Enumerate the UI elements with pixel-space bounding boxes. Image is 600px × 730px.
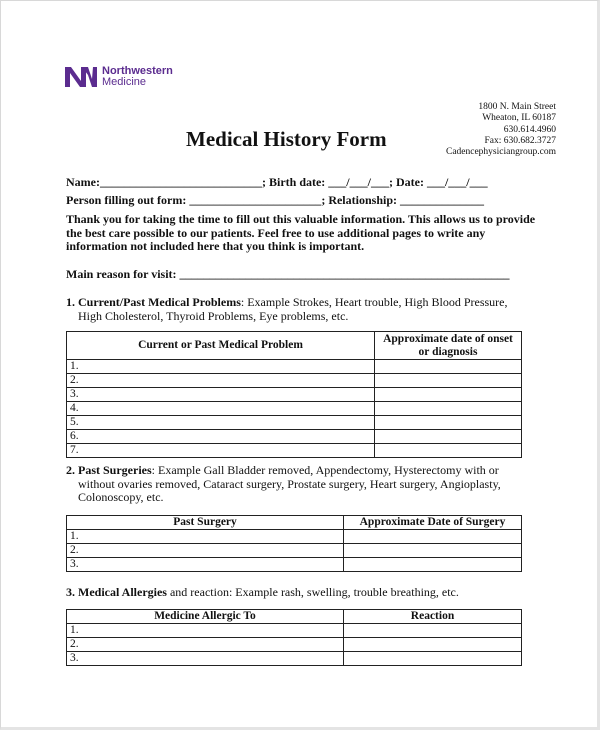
address-fax: Fax: 630.682.3727	[484, 135, 556, 146]
date-cell[interactable]	[344, 558, 522, 572]
medicine-cell[interactable]: 1.	[67, 624, 344, 638]
problem-cell[interactable]: 3.	[67, 388, 375, 402]
page-title: Medical History Form	[186, 127, 387, 151]
medical-problems-table	[66, 331, 522, 458]
medicine-cell[interactable]: 3.	[67, 652, 344, 666]
date-cell[interactable]	[375, 388, 522, 402]
problem-cell[interactable]: 1.	[67, 360, 375, 374]
northwestern-medicine-logo	[64, 66, 173, 88]
section-text: : Example Gall Bladder removed, Appendectomy, Hysterectomy with or	[151, 463, 499, 477]
reaction-cell[interactable]	[344, 624, 522, 638]
table-row	[67, 544, 522, 558]
table-row	[67, 638, 522, 652]
date-cell[interactable]	[375, 360, 522, 374]
name-birthdate-line[interactable]: Name:___________________________; Birth date: ___/___/___; Date: ___/___/___	[66, 175, 488, 189]
table-row	[67, 444, 522, 458]
surgery-cell[interactable]: 1.	[67, 530, 344, 544]
date-cell[interactable]	[344, 530, 522, 544]
column-header: Reaction	[344, 610, 522, 624]
column-header: Approximate date of onset or diagnosis	[375, 332, 522, 360]
nm-logo-icon	[64, 66, 98, 88]
section-text: : Example Strokes, Heart trouble, High Blood Pressure,	[240, 295, 508, 309]
section-heading: 1. Current/Past Medical Problems	[66, 295, 241, 309]
table-row	[67, 652, 522, 666]
section-text: and reaction: Example rash, swelling, trouble breathing, etc.	[166, 585, 459, 599]
section-medical-problems	[66, 296, 536, 323]
reaction-cell[interactable]	[344, 652, 522, 666]
main-reason-line[interactable]: Main reason for visit: _______________________________________________________	[66, 267, 510, 281]
past-surgeries-table	[66, 515, 522, 572]
allergies-table	[66, 609, 522, 666]
column-header: Approximate Date of Surgery	[344, 516, 522, 530]
column-header: Past Surgery	[67, 516, 344, 530]
table-row	[67, 530, 522, 544]
table-row	[67, 558, 522, 572]
logo-line2: Medicine	[102, 76, 147, 88]
section-text: Colonoscopy, etc.	[78, 490, 164, 504]
section-past-surgeries	[66, 464, 536, 505]
problem-cell[interactable]: 6.	[67, 430, 375, 444]
logo-line1: Northwestern	[102, 65, 173, 77]
date-cell[interactable]	[375, 444, 522, 458]
problem-cell[interactable]: 4.	[67, 402, 375, 416]
problem-cell[interactable]: 7.	[67, 444, 375, 458]
date-cell[interactable]	[375, 430, 522, 444]
date-cell[interactable]	[375, 374, 522, 388]
date-cell[interactable]	[375, 402, 522, 416]
address-website: Cadencephysiciangroup.com	[445, 147, 556, 158]
table-row	[67, 374, 522, 388]
reaction-cell[interactable]	[344, 638, 522, 652]
column-header: Medicine Allergic To	[67, 610, 344, 624]
problem-cell[interactable]: 5.	[67, 416, 375, 430]
section-allergies	[66, 586, 536, 600]
table-row	[67, 402, 522, 416]
address-city: Wheaton, IL 60187	[482, 113, 556, 124]
table-row	[67, 430, 522, 444]
intro-paragraph: Thank you for taking the time to fill out this valuable information. This allows us to provide the best care possible to our patients. Feel free to use additional pages to write any information not included here that you think is important.	[66, 212, 536, 253]
surgery-cell[interactable]: 3.	[67, 558, 344, 572]
problem-cell[interactable]: 2.	[67, 374, 375, 388]
surgery-cell[interactable]: 2.	[67, 544, 344, 558]
table-row	[67, 416, 522, 430]
column-header: Current or Past Medical Problem	[67, 332, 375, 360]
section-text: High Cholesterol, Thyroid Problems, Eye problems, etc.	[78, 308, 349, 323]
address-street: 1800 N. Main Street	[478, 102, 556, 112]
address-phone: 630.614.4960	[503, 124, 556, 135]
section-text: without ovaries removed, Cataract surgery, Prostate surgery, Heart surgery, Angioplasty,	[78, 476, 501, 491]
date-cell[interactable]	[375, 416, 522, 430]
table-row	[67, 388, 522, 402]
person-relationship-line[interactable]: Person filling out form: ______________________; Relationship: ______________	[66, 193, 484, 207]
section-heading: 3. Medical Allergies	[66, 585, 167, 599]
medicine-cell[interactable]: 2.	[67, 638, 344, 652]
table-row	[67, 624, 522, 638]
table-row	[67, 360, 522, 374]
date-cell[interactable]	[344, 544, 522, 558]
clinic-address	[446, 102, 556, 158]
section-heading: 2. Past Surgeries	[66, 463, 152, 477]
